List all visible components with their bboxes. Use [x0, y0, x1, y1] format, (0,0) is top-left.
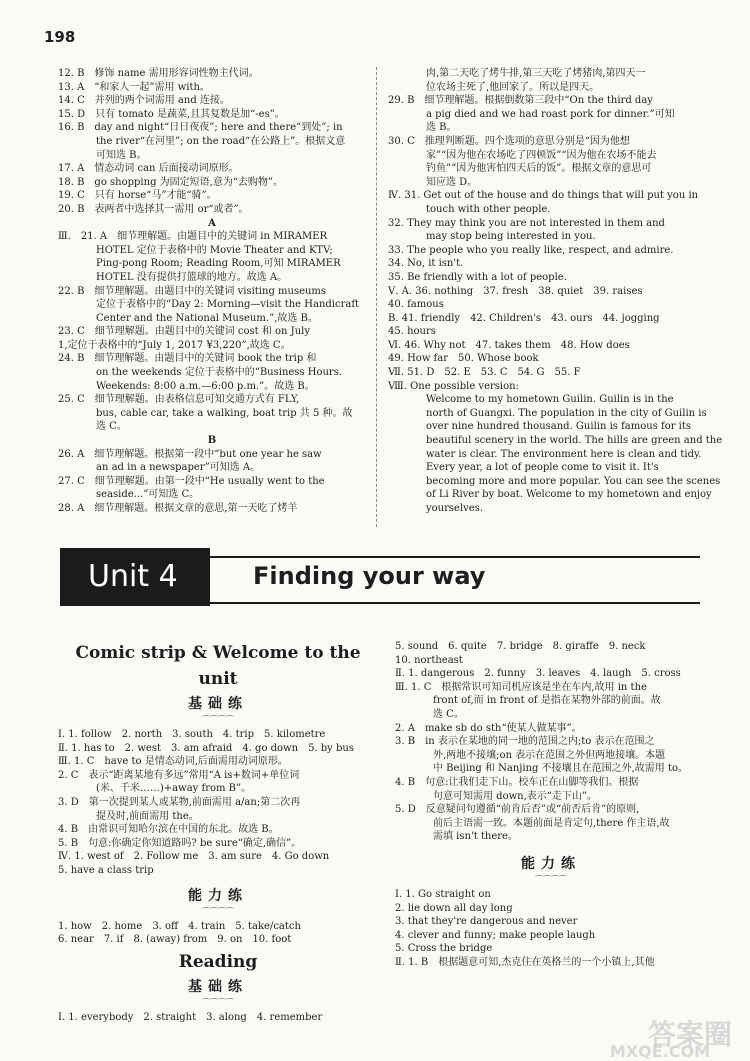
right-bottom-answers [395, 640, 707, 844]
banner-rule-top [210, 556, 700, 558]
answer-line: 句意可知需用 down,表示“走下山”。 [433, 790, 598, 802]
answer-line: seaside...”可知选 C。 [96, 489, 200, 501]
squiggle-divider: ⌒⌒⌒⌒ [202, 715, 234, 724]
answer-line: 4. B 句意:让我们走下山。校车正在山脚等我们。根据 [395, 776, 639, 788]
answer-line: 19. C 只有 horse“马”才能“骑”。 [58, 190, 217, 202]
unit-banner [60, 548, 700, 606]
right-ability-answers [395, 888, 707, 970]
answer-line: 3. D 第一次提到某人或某物,前面需用 a/an;第二次再 [58, 796, 301, 808]
answer-line: B [207, 435, 217, 447]
answer-line: 13. A “和家人一起”需用 with。 [58, 81, 210, 93]
answers-left-bottom [58, 640, 378, 1024]
answer-line: 23. C 细节理解题。由题目中的关键词 cost 和 on July [58, 326, 310, 338]
answer-line: Weekends: 8:00 a.m.—6:00 p.m.”。故选 B。 [96, 380, 315, 392]
answer-line: Ⅱ. 1. has to 2. west 3. am afraid 4. go down 5. by bus [58, 742, 354, 754]
answer-line: 30. C 推理判断题。四个选项的意思分别是“因为他想 [388, 135, 630, 147]
answer-line: Ⅳ. 31. Get out of the house and do things that will put you in [388, 190, 699, 202]
answer-line: 25. C 细节理解题。由表格信息可知交通方式有 FLY, [58, 394, 300, 406]
answer-line: 中 Beijing 和 Nanjing 不接壤且在范围之外,故需用 to。 [433, 763, 689, 775]
answer-line: Ⅴ. A. 36. nothing 37. fresh 38. quiet 39. raises [388, 285, 643, 297]
answer-line: 位农场主死了,他回家了。所以是四天。 [426, 81, 600, 93]
answer-line: yourselves. [426, 503, 484, 514]
answer-line: 40. famous [388, 299, 444, 311]
answer-line: bus, cable car, take a walking, boat trip 共 5 种。故 [96, 407, 353, 419]
answer-line: may stop being interested in you. [426, 231, 596, 243]
answer-line: 1. how 2. home 3. off 4. train 5. take/catch [58, 920, 301, 932]
answer-line: Ⅷ. One possible version: [388, 380, 519, 392]
answer-line: 知应选 D。 [426, 176, 478, 188]
answer-line: 17. A 情态动词 can 后面接动词原形。 [58, 163, 239, 175]
unit-label: Unit 4 [60, 548, 210, 606]
answer-line: the river“在河里”; on the road“在公路上”。根据文意 [96, 135, 346, 147]
answer-line: B. 41. friendly 42. Children's 43. ours 44. jogging [388, 312, 660, 324]
reading-basic-label: 基础练 [188, 978, 248, 995]
answer-line: 6. near 7. if 8. (away) from 9. on 10. foot [58, 934, 292, 946]
answer-line: of Li River by boat. Welcome to my hometown and enjoy [426, 489, 712, 501]
answer-line: 肉,第二天吃了烤牛排,第三天吃了烤猪肉,第四天一 [426, 68, 646, 79]
answer-line: A [208, 217, 216, 229]
answer-line: 选 C。 [433, 708, 464, 720]
answer-line: 14. C 并列的两个词需用 and 连接。 [58, 95, 230, 107]
answer-line: 3. that they're dangerous and never [395, 916, 578, 928]
answer-line: over nine hundred thousand. Guilin is famous for its [426, 421, 692, 433]
answer-line: Ⅰ. 1. follow 2. north 3. south 4. trip 5. kilometre [58, 729, 326, 740]
page-number: 198 [44, 28, 76, 46]
basic-practice-label: 基础练 [188, 696, 248, 712]
answers-right-bottom [395, 640, 707, 969]
answer-line: 24. B 细节理解题。由题目中的关键词 book the trip 和 [58, 353, 317, 365]
answer-line: 15. D 只有 tomato 是蔬菜,且其复数是加“-es”。 [58, 108, 285, 120]
answer-line: Center and the National Museum.”,故选 B。 [96, 312, 318, 324]
ability-practice-label: 能力练 [188, 887, 248, 904]
answer-line: Welcome to my hometown Guilin. Guilin is in the [426, 394, 674, 406]
answer-line: 22. B 细节理解题。由题目中的关键词 visiting museums [58, 285, 327, 297]
reading-answers [58, 1011, 378, 1025]
answer-line: water is clear. The environment here is clean and tidy. [426, 448, 702, 460]
answer-line: north of Guangxi. The population in the city of Guilin is [426, 407, 707, 419]
answer-line: Ⅲ. 1. C have to 是情态动词,后面需用动词原形。 [58, 756, 288, 768]
answer-line: 定位于表格中的“Day 2: Morning—visit the Handicraft [96, 299, 360, 311]
answer-line: 提及时,前面需用 the。 [96, 810, 199, 822]
answer-line: 35. Be friendly with a lot of people. [388, 271, 567, 283]
answer-line: Ⅵ. 46. Why not 47. takes them 48. How does [388, 339, 630, 351]
answer-line: HOTEL 没有提供打篮球的地方。故选 A。 [96, 271, 288, 283]
answer-line: 5. B 句意:你确定你知道路吗? be sure“确定,确信”。 [58, 837, 302, 849]
answer-line: 2. lie down all day long [395, 902, 513, 914]
answer-line: 45. hours [388, 326, 436, 338]
answer-line: 钓鱼”“因为他害怕四天后的饭”。根据文章的意思可 [426, 163, 652, 175]
answer-line: HOTEL 定位于表格中的 Movie Theater and KTV; [96, 244, 333, 256]
answer-line: Every year, a lot of people come to visit it. It's [426, 462, 659, 474]
watermark-logo: 答案圈 [647, 1018, 732, 1051]
answer-line: an ad in a newspaper”可知选 A。 [96, 462, 261, 474]
answer-line: (米、千米……)+away from B”。 [96, 783, 252, 795]
answer-line: 16. B day and night“日日夜夜”; here and there“到处”; in [58, 122, 343, 134]
answer-line: 34. No, it isn't. [388, 258, 464, 270]
answer-line: 33. The people who you really like, respect, and admire. [388, 244, 674, 256]
squiggle-divider: ⌒⌒⌒⌒ [202, 906, 234, 916]
answer-line: 32. They may think you are not interested in them and [388, 217, 665, 229]
answer-line: 12. B 修饰 name 需用形容词性物主代词。 [58, 68, 259, 79]
answer-line: 4. clever and funny; make people laugh [395, 929, 596, 941]
answer-line: 29. B 细节理解题。根据倒数第三段中“On the third day [388, 95, 653, 107]
answer-line: 5. sound 6. quite 7. bridge 8. giraffe 9. neck [395, 641, 646, 652]
answer-line: 选 B。 [426, 122, 457, 134]
answer-line: 3. B in 表示在某地的同一地的范围之内;to 表示在范围之 [395, 736, 655, 748]
answer-line: 需填 isn't there。 [433, 831, 518, 843]
answer-line: Ⅶ. 51. D 52. E 53. C 54. G 55. F [388, 367, 581, 379]
answer-line: 27. C 细节理解题。由第一段中“He usually went to the [58, 475, 325, 487]
answer-line: 5. D 反意疑问句遵循“前肯后否”或“前否后肯”的原则, [395, 804, 640, 816]
column-divider [376, 67, 377, 527]
answer-line: beautiful scenery in the world. The hills are green and the [426, 435, 723, 447]
answer-line: 20. B 表两者中选择其一需用 or“或者”。 [58, 203, 249, 215]
squiggle-divider: ⌒⌒⌒⌒ [535, 874, 567, 884]
answer-line: 5. Cross the bridge [395, 943, 493, 955]
answer-line: Ⅱ. 1. B 根据题意可知,杰克住在英格兰的一个小镇上,其他 [395, 956, 655, 968]
answer-line: 2. C 表示“距离某地有多远”常用“A is+数词+单位词 [58, 769, 300, 781]
answer-line: Ping-pong Room; Reading Room,可知 MIRAMER [96, 258, 341, 270]
answer-line: Ⅰ. 1. everybody 2. straight 3. along 4. remember [58, 1011, 323, 1023]
basic-practice-answers [58, 728, 378, 878]
answer-line: 5. have a class trip [58, 864, 154, 876]
answer-line: 18. B go shopping 为固定短语,意为“去购物”。 [58, 176, 284, 188]
squiggle-divider: ⌒⌒⌒⌒ [202, 997, 234, 1007]
answer-line: 家”“因为他在农场吃了四顿饭”“因为他在农场不能去 [426, 149, 657, 161]
answers-left-top [58, 67, 366, 516]
answer-line: 4. B 由常识可知哈尔滨在中国的东北。故选 B。 [58, 824, 279, 836]
ability-practice-label-right: 能力练 [521, 855, 581, 872]
answer-line: 1,定位于表格中的“July 1, 2017 ¥3,220”,故选 C。 [58, 339, 291, 351]
banner-rule-bottom [210, 602, 700, 604]
answer-line: 2. A make sb do sth“使某人做某事”。 [395, 722, 582, 734]
answer-line: Ⅰ. 1. Go straight on [395, 888, 491, 900]
answer-line: Ⅱ. 1. dangerous 2. funny 3. leaves 4. laugh 5. cross [395, 668, 681, 680]
answer-line: 前后主语需一致。本题前面是肯定句,there 作主语,故 [433, 817, 670, 829]
answer-line: 外,两地不接壤;on 表示在范围之外但两地接壤。本题 [433, 749, 666, 761]
answer-line: 可知选 B。 [96, 149, 147, 161]
answer-line: becoming more and more popular. You can see the scenes [426, 475, 721, 487]
answer-line: 49. How far 50. Whose book [388, 353, 539, 365]
section-title: Comic strip & Welcome to the unit [75, 643, 361, 689]
answer-line: 26. A 细节理解题。根据第一段中“but one year he saw [58, 448, 322, 460]
answer-line: Ⅲ. 21. A 细节理解题。由题目中的关键词 in MIRAMER [58, 231, 328, 243]
answer-line: touch with other people. [426, 203, 551, 215]
answer-line: 10. northeast [395, 654, 463, 666]
answer-line: Ⅳ. 1. west of 2. Follow me 3. am sure 4. Go down [58, 851, 330, 863]
answer-line: 28. A 细节理解题。根据文章的意思,第一天吃了烤羊 [58, 503, 298, 514]
answers-right-top [388, 67, 723, 516]
answer-line: 选 C。 [96, 421, 127, 433]
answer-line: front of,而 in front of 是指在某物外部的前面。故 [433, 695, 661, 707]
ability-practice-answers [58, 920, 378, 947]
answer-line: on the weekends 定位于表格中的“Business Hours. [96, 367, 343, 379]
reading-title: Reading [178, 951, 258, 972]
watermark-url: MXQE.COM [609, 1042, 710, 1061]
answer-line: Ⅲ. 1. C 根据常识可知司机应该是坐在车内,故用 in the [395, 681, 647, 693]
answer-line: a pig died and we had roast pork for dinner.”可知 [426, 108, 675, 120]
unit-title: Finding your way [253, 562, 486, 590]
